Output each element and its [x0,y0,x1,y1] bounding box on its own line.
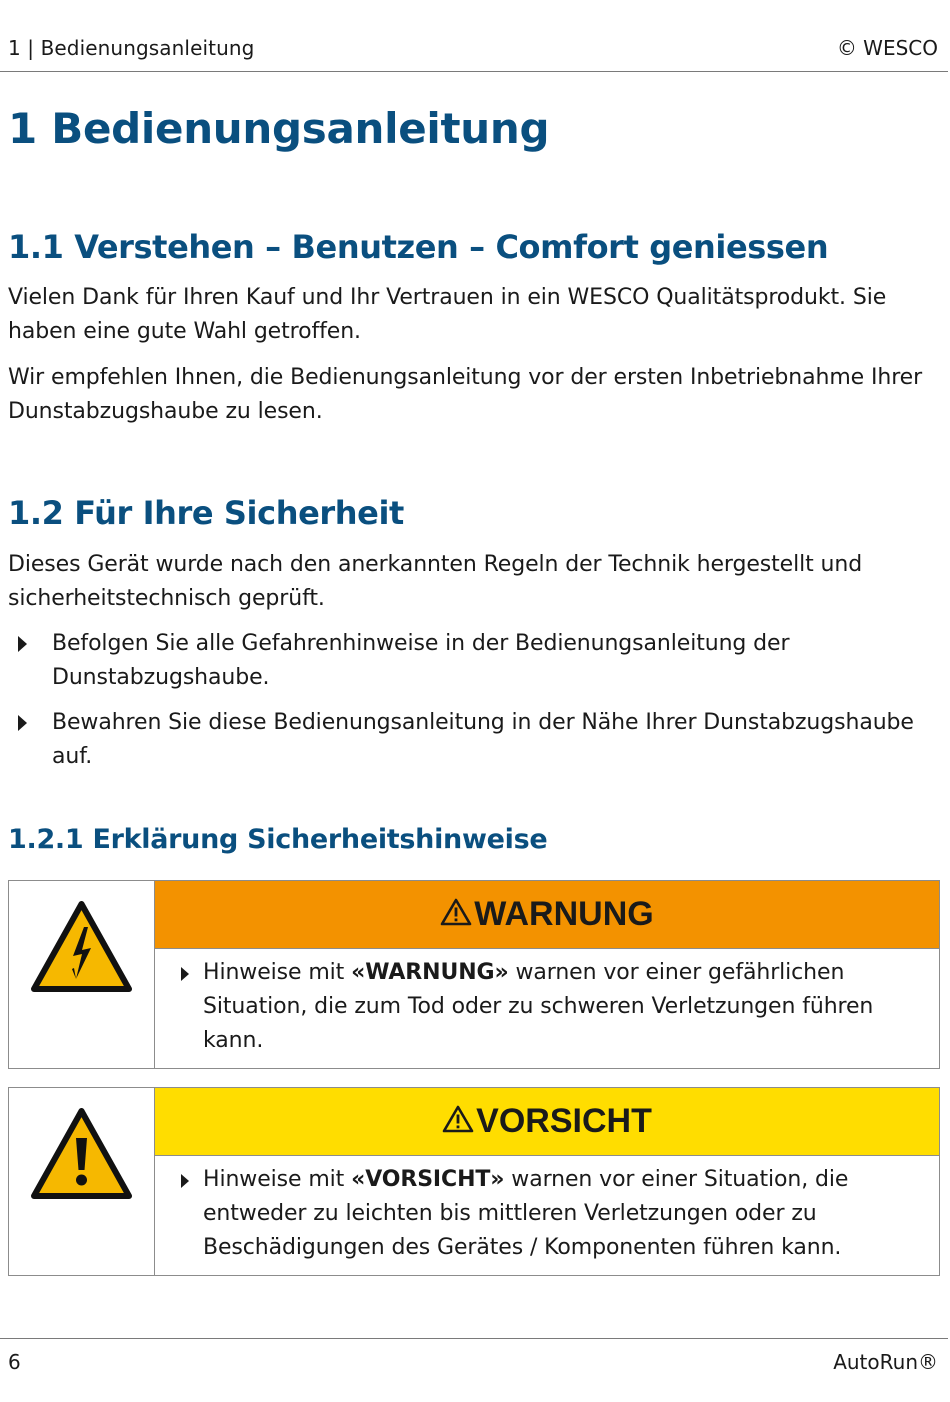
notice-icon-cell [9,881,155,1068]
warning-text-before: Hinweise mit [203,960,352,985]
warning-triangle-icon [440,898,472,926]
page-header [0,0,948,72]
paragraph-recommendation: Wir empfehlen Ihnen, die Bedienungsanleitung vor der ersten Inbetriebnahme Ihrer Dunstabzugshaube zu lesen. [8,365,923,424]
notice-icon-cell [9,1088,155,1275]
warning-text-after: warnen vor einer gefährlichen Situation, die zum Tod oder zu schweren Verletzungen führen kann. [203,960,874,1053]
bullet-arrow-icon [18,715,27,731]
page-number: 6 [8,1350,21,1374]
paragraph-safety: Dieses Gerät wurde nach den anerkannten Regeln der Technik hergestellt und sicherheitstechnisch geprüft. [8,552,863,611]
list-item-text: Bewahren Sie diese Bedienungsanleitung in der Nähe Ihrer Dunstabzugshaube auf. [52,710,914,769]
header-chapter: 1 | Bedienungsanleitung [8,36,255,60]
electric-hazard-icon [30,901,133,993]
warning-label: WARNUNG [474,895,654,933]
caution-banner [155,1088,939,1156]
bullet-arrow-icon [18,636,27,652]
list-item-text: Befolgen Sie alle Gefahrenhinweise in der Bedienungsanleitung der Dunstabzugshaube. [52,631,790,690]
bullet-arrow-icon [181,1174,189,1188]
page-footer [0,1338,948,1374]
warning-notice [8,880,940,1069]
warning-banner [155,881,939,949]
product-name: AutoRun® [833,1350,938,1374]
bullet-arrow-icon [181,967,189,981]
caution-text-after: warnen vor einer Situation, die entweder zu leichten bis mittleren Verletzungen oder zu Beschädigungen des Gerätes / Komponenten führen kann. [203,1167,849,1260]
caution-text [203,1163,933,1265]
caution-label: VORSICHT [476,1102,652,1140]
section-heading-1-2: 1.2 Für Ihre Sicherheit [8,494,404,532]
warning-triangle-icon [442,1105,474,1133]
warning-text [203,956,933,1058]
section-heading-1-2-1: 1.2.1 Erklärung Sicherheitshinweise [8,824,548,855]
caution-text-before: Hinweise mit [203,1167,352,1192]
caution-text-bold: «VORSICHT» [351,1167,505,1192]
page-title: 1 Bedienungsanleitung [8,104,550,153]
section-heading-1-1: 1.1 Verstehen – Benutzen – Comfort geniessen [8,228,829,266]
warning-text-bold: «WARNUNG» [351,960,509,985]
header-copyright: © WESCO [836,36,938,60]
paragraph-thanks: Vielen Dank für Ihren Kauf und Ihr Vertrauen in ein WESCO Qualitätsprodukt. Sie haben eine gute Wahl getroffen. [8,285,887,344]
exclamation-hazard-icon [30,1108,133,1200]
caution-notice [8,1087,940,1276]
